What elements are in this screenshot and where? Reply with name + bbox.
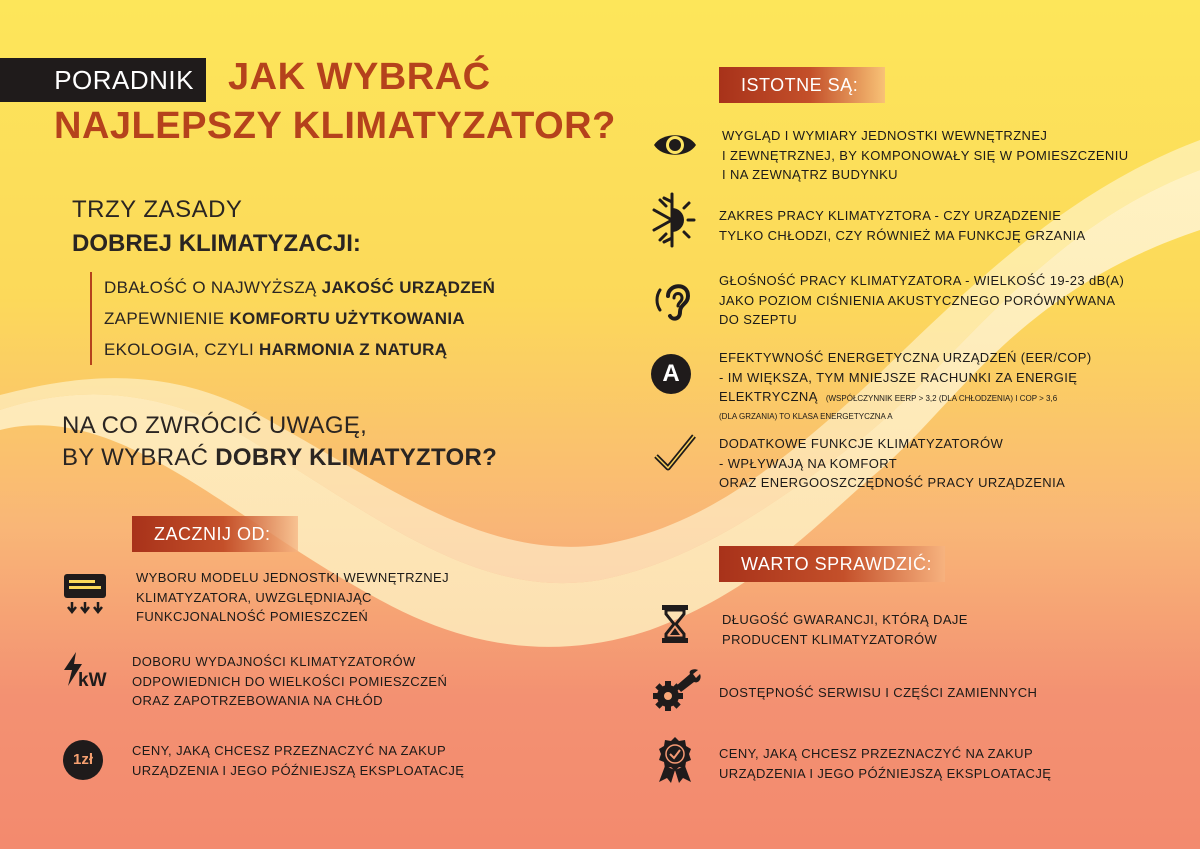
- indoor-unit-icon: [62, 572, 108, 616]
- worth-item-3: [719, 744, 1051, 783]
- item-line: TYLKO CHŁODZI, CZY RÓWNIEŻ MA FUNKCJĘ GRZANIA: [719, 227, 1086, 243]
- important-item-1: [722, 126, 1129, 185]
- item-footnote: (WSPÓŁCZYNNIK EERP > 3,2 (DLA CHŁODZENIA) I COP > 3,6: [825, 394, 1058, 403]
- important-item-4: [719, 348, 1092, 425]
- item-line: FUNKCJONALNOŚĆ POMIESZCZEŃ: [136, 609, 369, 624]
- item-line: DOSTĘPNOŚĆ SERWISU I CZĘŚCI ZAMIENNYCH: [719, 685, 1038, 700]
- price-coin-icon: 1zł: [63, 740, 103, 780]
- important-item-2: [719, 206, 1086, 245]
- principle-text: EKOLOGIA, CZYLI: [104, 340, 260, 359]
- section-header-worth-checking: WARTO SPRAWDZIĆ:: [719, 546, 945, 582]
- principle-item: [104, 272, 495, 303]
- item-line: URZĄDZENIA I JEGO PÓŹNIEJSZĄ EKSPLOATACJĘ: [719, 765, 1052, 781]
- section-header-important: ISTOTNE SĄ:: [719, 67, 885, 103]
- item-line: WYBORU MODELU JEDNOSTKI WEWNĘTRZNEJ: [136, 570, 450, 585]
- start-item-3: [132, 741, 464, 780]
- principles-heading-line1: TRZY ZASADY: [72, 196, 243, 223]
- question-line2: [62, 444, 497, 472]
- item-line: URZĄDZENIA I JEGO PÓŹNIEJSZĄ EKSPLOATACJĘ: [132, 762, 465, 778]
- sun-snowflake-icon: [650, 192, 696, 248]
- important-item-3: [719, 271, 1124, 330]
- ear-icon: [652, 276, 694, 322]
- energy-class-a-icon: A: [651, 354, 691, 394]
- item-line: I NA ZEWNĄTRZ BUDYNKU: [722, 167, 898, 182]
- item-line: - IM WIĘKSZA, TYM MNIEJSZE RACHUNKI ZA ENERGIĘ: [719, 369, 1078, 385]
- hourglass-icon: [660, 604, 690, 644]
- question-bold: DOBRY KLIMATYZTOR?: [215, 444, 498, 471]
- principle-item: [104, 303, 495, 334]
- item-line: ZAKRES PRACY KLIMATYZTORA - CZY URZĄDZENIE: [719, 208, 1062, 223]
- power-kw-icon: [60, 652, 112, 694]
- principles-list: [90, 272, 495, 365]
- item-line: WYGLĄD I WYMIARY JEDNOSTKI WEWNĘTRZNEJ: [722, 128, 1048, 143]
- principle-bold: HARMONIA Z NATURĄ: [259, 340, 448, 359]
- item-line: ORAZ ZAPOTRZEBOWANIA NA CHŁÓD: [132, 693, 383, 708]
- wrench-gear-icon: [652, 668, 702, 714]
- principle-text: DBAŁOŚĆ O NAJWYŻSZĄ: [104, 278, 322, 297]
- checkmark-icon: [652, 432, 698, 474]
- item-footnote: (DLA GRZANIA) TO KLASA ENERGETYCZNA A: [719, 411, 893, 421]
- important-item-5: [719, 434, 1065, 493]
- guide-badge: PORADNIK: [0, 58, 206, 102]
- principles-heading-line2: DOBREJ KLIMATYZACJI:: [72, 230, 361, 257]
- question-line1: NA CO ZWRÓCIĆ UWAGĘ,: [62, 412, 368, 439]
- quality-badge-icon: [655, 736, 695, 784]
- item-line: I ZEWNĘTRZNEJ, BY KOMPONOWAŁY SIĘ W POMIESZCZENIU: [722, 147, 1129, 163]
- item-line: [719, 387, 1092, 409]
- item-line: DOBORU WYDAJNOŚCI KLIMATYZATORÓW: [132, 654, 416, 669]
- item-line: - WPŁYWAJĄ NA KOMFORT: [719, 455, 898, 471]
- page-title-line1: JAK WYBRAĆ: [228, 56, 491, 98]
- item-line: CENY, JAKĄ CHCESZ PRZEZNACZYĆ NA ZAKUP: [719, 746, 1034, 761]
- start-item-1: [136, 568, 449, 627]
- power-kw-label: kW: [78, 670, 107, 691]
- principle-text: ZAPEWNIENIE: [104, 309, 230, 328]
- item-line: GŁOŚNOŚĆ PRACY KLIMATYZATORA - WIELKOŚĆ 19-23 dB(A): [719, 273, 1125, 288]
- item-line: ODPOWIEDNICH DO WIELKOŚCI POMIESZCZEŃ: [132, 673, 448, 689]
- principle-bold: KOMFORTU UŻYTKOWANIA: [229, 309, 465, 328]
- item-line: EFEKTYWNOŚĆ ENERGETYCZNA URZĄDZEŃ (EER/COP): [719, 350, 1092, 365]
- principle-bold: JAKOŚĆ URZĄDZEŃ: [321, 278, 496, 297]
- item-line: JAKO POZIOM CIŚNIENIA AKUSTYCZNEGO PORÓWNYWANA: [719, 292, 1116, 308]
- worth-item-1: [722, 610, 968, 649]
- item-line: ORAZ ENERGOOSZCZĘDNOŚĆ PRACY URZĄDZENIA: [719, 475, 1066, 490]
- item-line-text: ELEKTRYCZNĄ: [719, 389, 818, 404]
- worth-item-2: [719, 683, 1037, 703]
- item-line: PRODUCENT KLIMATYZATORÓW: [722, 631, 938, 647]
- item-line: KLIMATYZATORA, UWZGLĘDNIAJĄC: [136, 589, 372, 605]
- section-header-start: ZACZNIJ OD:: [132, 516, 298, 552]
- start-item-2: [132, 652, 447, 711]
- page-title-line2: NAJLEPSZY KLIMATYZATOR?: [54, 105, 616, 147]
- item-line: DŁUGOŚĆ GWARANCJI, KTÓRĄ DAJE: [722, 612, 968, 627]
- question-text: BY WYBRAĆ: [62, 444, 216, 471]
- item-line: DO SZEPTU: [719, 312, 797, 327]
- eye-icon: [652, 128, 698, 162]
- item-line: CENY, JAKĄ CHCESZ PRZEZNACZYĆ NA ZAKUP: [132, 743, 447, 758]
- item-line: DODATKOWE FUNKCJE KLIMATYZATORÓW: [719, 436, 1004, 451]
- principle-item: [104, 334, 495, 365]
